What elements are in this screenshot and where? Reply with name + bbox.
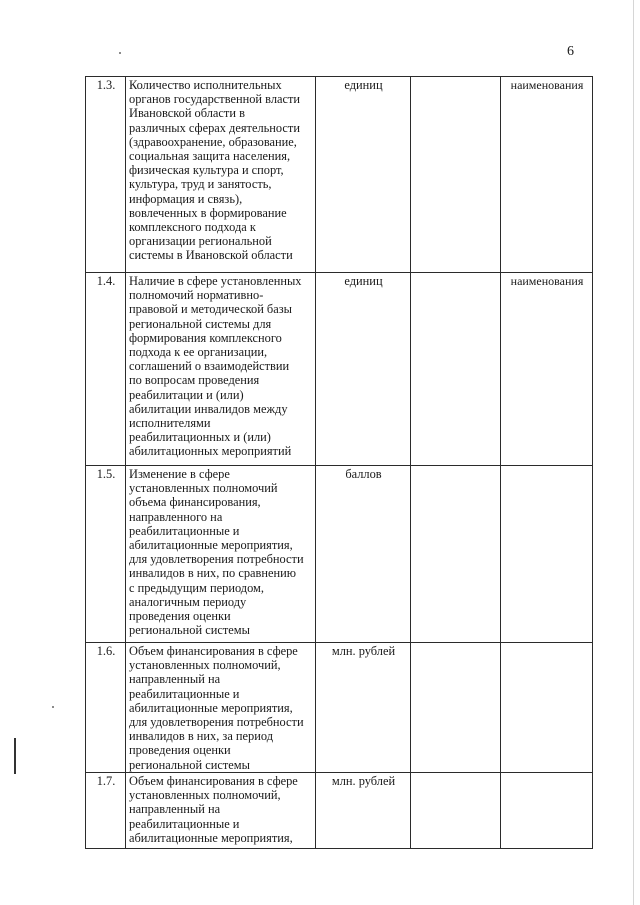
basis-cell bbox=[501, 643, 593, 773]
value-cell bbox=[411, 77, 501, 273]
value-cell bbox=[411, 273, 501, 466]
indicator-name: Наличие в сфере установленных полномочий нормативно- правовой и методической базы региональной системы для формирования комплексного подхода к ее организации, соглашений о взаимодействии по вопросам проведения реабилитации и (или) абилитации инвалидов между исполнителями реабилитационных и (или) абилитационных мероприятий bbox=[126, 273, 316, 466]
row-number: 1.6. bbox=[86, 643, 126, 773]
table-row bbox=[86, 273, 593, 466]
scan-dot bbox=[119, 52, 121, 54]
value-cell bbox=[411, 466, 501, 643]
row-number: 1.3. bbox=[86, 77, 126, 273]
value-cell bbox=[411, 643, 501, 773]
scan-mark bbox=[14, 738, 16, 774]
basis-cell: наименования bbox=[501, 273, 593, 466]
table-row bbox=[86, 773, 593, 849]
indicator-name: Изменение в сфере установленных полномочий объема финансирования, направленного на реабилитационные и абилитационные мероприятия, для удовлетворения потребности инвалидов в них, по сравнению с предыдущим периодом, аналогичным периоду проведения оценки региональной системы bbox=[126, 466, 316, 643]
basis-cell bbox=[501, 466, 593, 643]
indicator-name: Объем финансирования в сфере установленных полномочий, направленный на реабилитационные и абилитационные мероприятия, для удовлетворения потребности инвалидов в них, за период проведения оценки региональной системы bbox=[126, 643, 316, 773]
value-cell bbox=[411, 773, 501, 849]
unit-of-measure: единиц bbox=[316, 273, 411, 466]
table-row bbox=[86, 466, 593, 643]
unit-of-measure: млн. рублей bbox=[316, 643, 411, 773]
scan-edge bbox=[633, 0, 634, 905]
table-row bbox=[86, 77, 593, 273]
indicators-table bbox=[85, 76, 593, 849]
indicator-name: Объем финансирования в сфере установленных полномочий, направленный на реабилитационные и абилитационные мероприятия, bbox=[126, 773, 316, 849]
unit-of-measure: баллов bbox=[316, 466, 411, 643]
basis-cell bbox=[501, 773, 593, 849]
page-number: 6 bbox=[567, 44, 574, 59]
basis-cell: наименования bbox=[501, 77, 593, 273]
indicator-name: Количество исполнительных органов государственной власти Ивановской области в различных сферах деятельности (здравоохранение, образование, социальная защита населения, физическая культура и спорт, культура, труд и занятость, информация и связь), вовлеченных в формирование комплексного подхода к организации региональной системы в Ивановской области bbox=[126, 77, 316, 273]
unit-of-measure: млн. рублей bbox=[316, 773, 411, 849]
unit-of-measure: единиц bbox=[316, 77, 411, 273]
table-row bbox=[86, 643, 593, 773]
row-number: 1.5. bbox=[86, 466, 126, 643]
row-number: 1.7. bbox=[86, 773, 126, 849]
scan-dot bbox=[52, 706, 54, 708]
row-number: 1.4. bbox=[86, 273, 126, 466]
